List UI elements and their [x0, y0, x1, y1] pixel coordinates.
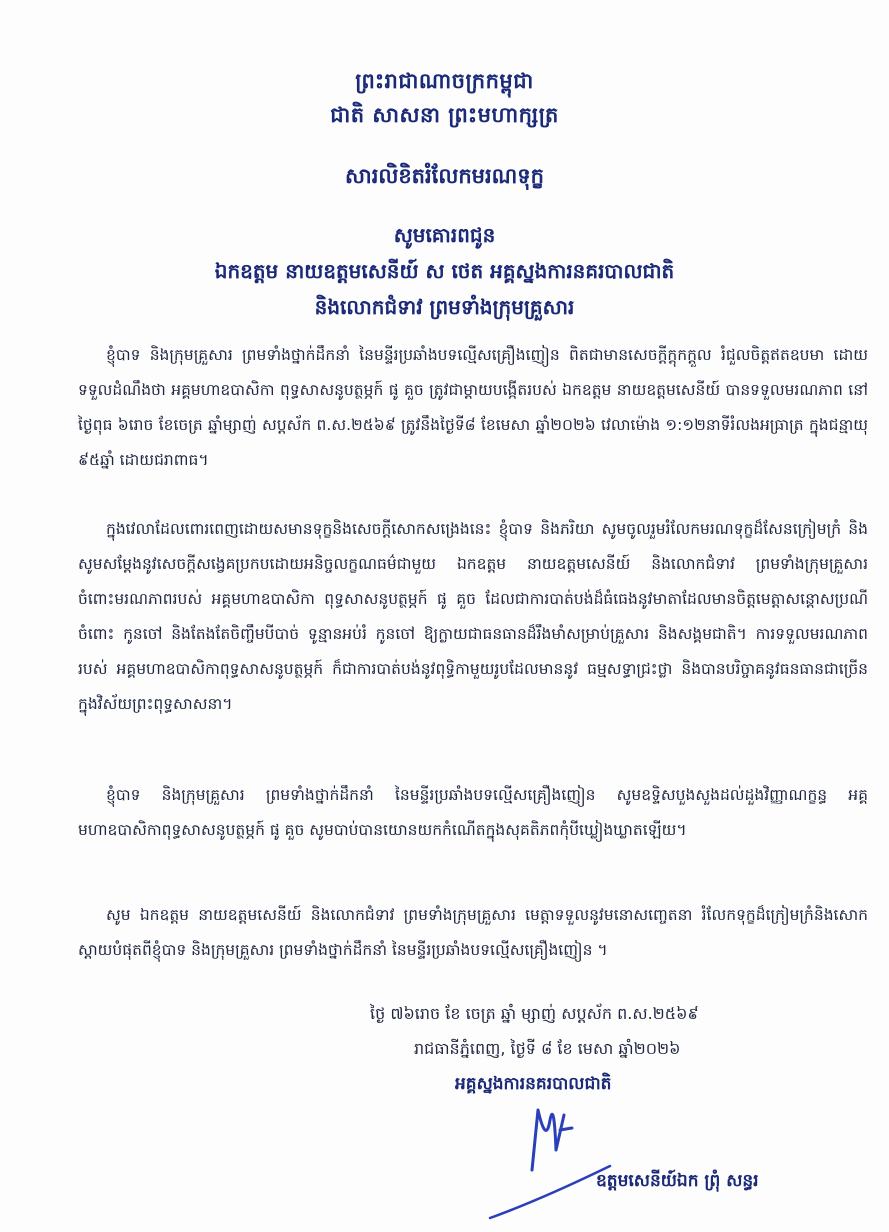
paragraph-4-text: សូម ឯកឧត្តម នាយឧត្តមសេនីយ៍ និងលោកជំទាវ ព្រមទាំងក្រុមគ្រួសារ មេត្តាទទួលនូវមនោសញ្ចេតនា រំលែកទុក្ខដ៏ក្រៀមក្រំនិងសោកស្តាយបំផុតពីខ្ញុំបាទ និងក្រុមគ្រួសារ ព្រមទាំងថ្នាក់ដឹកនាំ នៃមន្ទីរប្រឆាំងបទល្មើសគ្រឿងញៀន ។ — [78, 906, 868, 959]
address-recipient: ឯកឧត្តម នាយឧត្តមសេនីយ៍ ស ថេត អគ្គស្នងការនគរបាលជាតិ — [214, 259, 675, 283]
address-salutation: សូមគោរពជូន — [393, 223, 496, 247]
paragraph-2-text: ក្នុងវេលាដែលពោរពេញដោយសមានទុក្ខនិងសេចក្តីសោកសង្រេងនេះ ខ្ញុំបាទ និងភរិយា សូមចូលរួមរំលែកមរណទុក្ខដ៏សែនក្រៀមក្រំ និងសូមសម្តែងនូវសេចក្តីសង្វេគប្រកបដោយអនិច្ចលក្ខណធម៌ជាមួយ ឯកឧត្តម នាយឧត្តមសេនីយ៍ និងលោកជំទាវ ព្រមទាំងក្រុមគ្រួសារ ចំពោះមរណភាពរបស់ អគ្គមហាឧបាសិកា ពុទ្ធសាសនូបត្ថម្ភក៍ ផូ គួច ដែលជាការបាត់បង់ដ៏ធំធេងនូវមាតាដែលមានចិត្តមេត្តាសន្តោសប្រណីចំពោះ កូនចៅ និងតែងតែចិញ្ចឹមបីបាច់ ទូន្មានអប់រំ កូនចៅ ឱ្យក្លាយជាធនធានដ៏រឹងមាំសម្រាប់គ្រួសារ និងសង្គមជាតិ។ ការទទួលមរណភាពរបស់ អគ្គមហាឧបាសិកាពុទ្ធសាសនូបត្ថម្ភក៍ ក៏ជាការបាត់បង់នូវពុទ្ធិកាមួយរូបដែលមាននូវ ធម្មសទ្ធាជ្រះថ្លា និងបានបរិច្ចាគនូវធនធានជាច្រើនក្នុងវិស័យព្រះពុទ្ធសាសនា។ — [78, 520, 868, 713]
paragraph-1 — [78, 338, 868, 478]
kingdom-name: ព្រះរាជាណាចក្រកម្ពុជា — [355, 69, 534, 93]
solar-date: រាជធានីភ្នំពេញ, ថ្ងៃទី ៨ ខែ មេសា ឆ្នាំ២០២៦ — [414, 1039, 681, 1058]
paragraph-1-text: ខ្ញុំបាទ និងក្រុមគ្រួសារ ព្រមទាំងថ្នាក់ដឹកនាំ នៃមន្ទីរប្រឆាំងបទល្មើសគ្រឿងញៀន ពិតជាមានសេចក្តីក្តុកក្តួល រំជួលចិត្តឥតឧបមា ដោយទទួលដំណឹងថា អគ្គមហាឧបាសិកា ពុទ្ធសាសនូបត្ថម្ភក៍ ផូ គួច ត្រូវជាម្តាយបង្កើតរបស់ ឯកឧត្តម នាយឧត្តមសេនីយ៍ បានទទួលមរណភាព នៅថ្ងៃពុធ ៦រោច ខែចេត្រ ឆ្នាំម្សាញ់ សប្តស័ក ព.ស.២៥៦៩ ត្រូវនឹងថ្ងៃទី៨ ខែមេសា ឆ្នាំ២០២៦ វេលាម៉ោង ១:១២នាទីរំលងអធ្រាត្រ ក្នុងជន្មាយុ ៩៥ឆ្នាំ ដោយជរាពាធ។ — [78, 346, 868, 469]
national-motto: ជាតិ សាសនា ព្រះមហាក្សត្រ — [330, 103, 559, 127]
address-family: និងលោកជំទាវ ព្រមទាំងក្រុមគ្រួសារ — [314, 295, 575, 319]
paragraph-3-text: ខ្ញុំបាទ និងក្រុមគ្រួសារ ព្រមទាំងថ្នាក់ដឹកនាំ នៃមន្ទីរប្រឆាំងបទល្មើសគ្រឿងញៀន សូមឧទ្ទិសបួងសួងដល់ដួងវិញ្ញាណក្ខន្ធ អគ្គមហាឧបាសិកាពុទ្ធសាសនូបត្ថម្ភក៍ ផូ គួច សូមបាប់បានយោនយកកំណើតក្នុងសុគតិភពកុំបីឃ្លៀងឃ្លាតឡើយ។ — [78, 786, 868, 839]
paragraph-3 — [78, 778, 868, 848]
signatory-office: អគ្គស្នងការនគរបាលជាតិ — [455, 1074, 612, 1094]
signatory-name: ឧត្តមសេនីយ៍ឯក ព្រុំ សន្ធរ — [596, 1171, 759, 1191]
paragraph-4 — [78, 898, 868, 968]
lunar-date: ថ្ងៃ ៧៦រោច ខែ ចេត្រ ឆ្នាំ ម្សាញ់ សប្តស័ក ព.ស.២៥៦៩ — [370, 1004, 699, 1023]
handwritten-signature — [480, 1090, 620, 1220]
letter-title: សារលិខិតរំលែកមរណទុក្ខ — [345, 164, 544, 188]
paragraph-2 — [78, 512, 868, 722]
